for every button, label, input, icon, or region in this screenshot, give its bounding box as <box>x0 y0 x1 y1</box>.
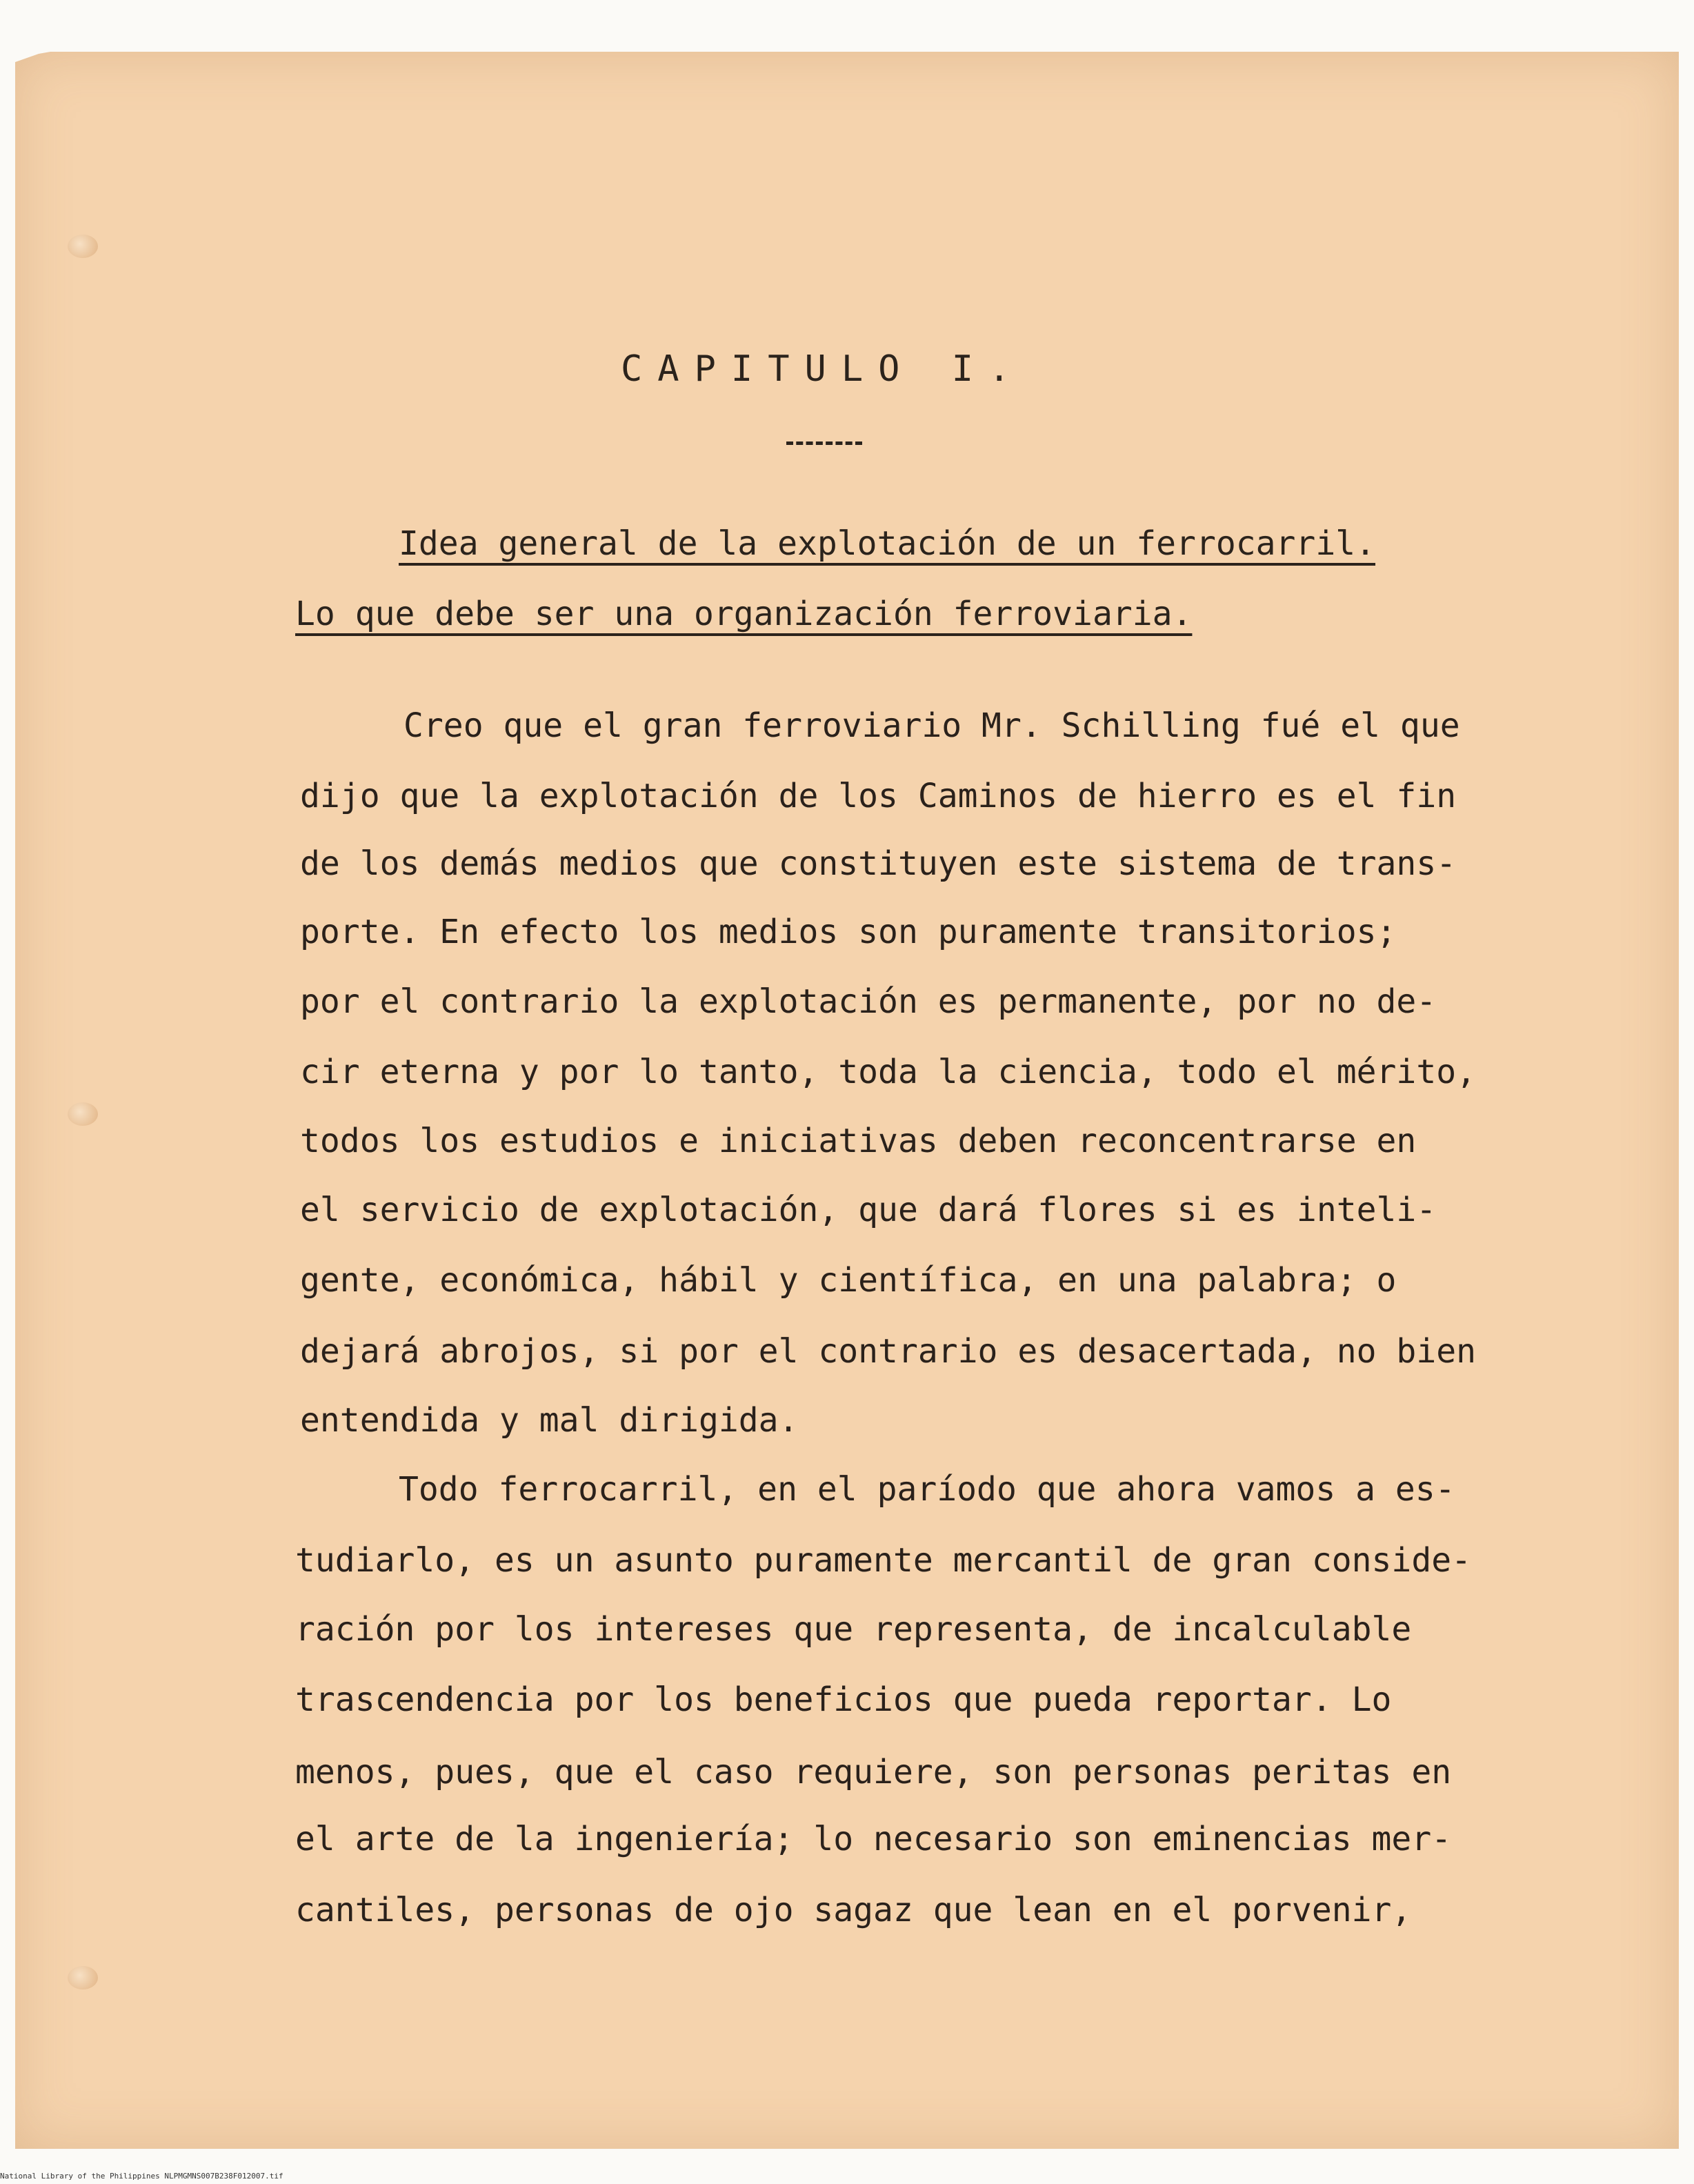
body-line: todos los estudios e iniciativas deben reconcentrarse en <box>300 1122 1417 1160</box>
title-rule <box>786 441 862 445</box>
body-line: dejará abrojos, si por el contrario es desacertada, no bien <box>300 1332 1477 1371</box>
punch-hole-middle <box>68 1102 98 1126</box>
punch-hole-bottom <box>68 1966 98 1989</box>
archive-caption: National Library of the Philippines NLPMGMNS007B238F012007.tif <box>0 2172 283 2181</box>
body-line: cantiles, personas de ojo sagaz que lean en el porvenir, <box>295 1891 1412 1929</box>
body-line: gente, económica, hábil y científica, en una palabra; o <box>300 1261 1397 1300</box>
body-line: de los demás medios que constituyen este sistema de trans- <box>300 844 1457 883</box>
body-line: cir eterna y por lo tanto, toda la ciencia, todo el mérito, <box>300 1053 1477 1091</box>
body-line: menos, pues, que el caso requiere, son personas peritas en <box>295 1753 1452 1791</box>
chapter-title: CAPITULO I. <box>621 348 1026 390</box>
body-line: dijo que la explotación de los Caminos de hierro es el fin <box>300 777 1457 815</box>
body-line: Creo que el gran ferroviario Mr. Schilling fué el que <box>403 706 1460 745</box>
body-line: tudiarlo, es un asunto puramente mercantil de gran conside- <box>295 1541 1472 1580</box>
subtitle-line-1: Idea general de la explotación de un ferrocarril. <box>399 524 1376 563</box>
body-line: entendida y mal dirigida. <box>300 1401 799 1440</box>
body-line: el arte de la ingeniería; lo necesario son eminencias mer- <box>295 1820 1452 1858</box>
body-line: porte. En efecto los medios son puramente transitorios; <box>300 913 1397 951</box>
punch-hole-top <box>68 235 98 258</box>
body-line: trascendencia por los beneficios que pueda reportar. Lo <box>295 1680 1392 1719</box>
body-line: ración por los intereses que representa, de incalculable <box>295 1610 1412 1649</box>
subtitle-line-2: Lo que debe ser una organización ferroviaria. <box>295 595 1193 633</box>
body-line: por el contrario la explotación es permanente, por no de- <box>300 982 1437 1021</box>
body-line: Todo ferrocarril, en el paríodo que ahora vamos a es- <box>399 1470 1455 1509</box>
body-line: el servicio de explotación, que dará flores si es inteli- <box>300 1191 1437 1229</box>
